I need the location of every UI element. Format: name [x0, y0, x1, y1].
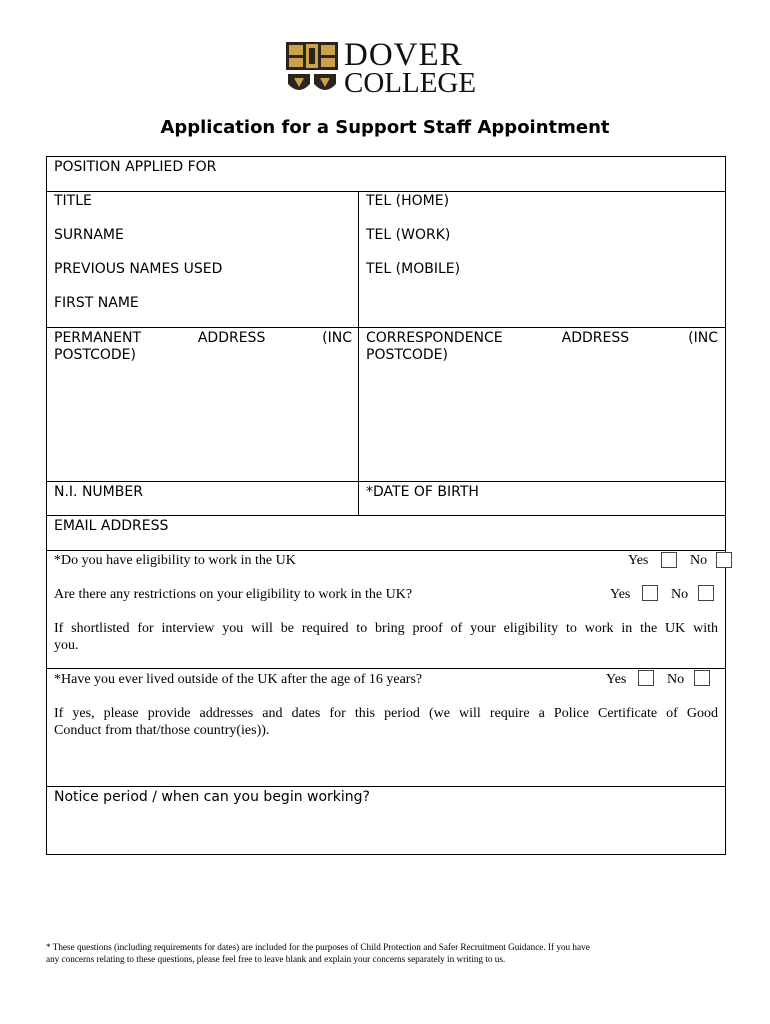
- divider: [47, 327, 725, 328]
- tel-work-label: TEL (WORK): [366, 227, 451, 243]
- divider: [47, 786, 725, 787]
- footnote-line-1: * These questions (including requirements for dates) are included for the purposes of Child Protection and Safer Recruitment Guidance. If you have: [46, 942, 590, 952]
- divider: [47, 191, 725, 192]
- divider: [47, 668, 725, 669]
- lived-outside-no-label: No: [667, 672, 685, 687]
- addresses-instruction: If yes, please provide addresses and dates for this period (we will require a Police Certificate of Good: [54, 706, 718, 721]
- column-divider: [358, 191, 359, 516]
- email-address-label: EMAIL ADDRESS: [54, 518, 169, 534]
- eligibility-yes-checkbox[interactable]: [661, 552, 677, 568]
- crest-icon: [286, 40, 338, 98]
- logo-line-dover: DOVER: [344, 37, 463, 73]
- lived-outside-yes-label: Yes: [606, 672, 627, 687]
- page-title: Application for a Support Staff Appointment: [160, 117, 610, 138]
- restrictions-yes-label: Yes: [610, 587, 631, 602]
- date-of-birth-label: *DATE OF BIRTH: [366, 484, 479, 500]
- lived-outside-yes-checkbox[interactable]: [638, 670, 654, 686]
- position-applied-for-label: POSITION APPLIED FOR: [54, 159, 217, 175]
- permanent-address-label-cont: POSTCODE): [54, 347, 136, 363]
- lived-outside-no-checkbox[interactable]: [694, 670, 710, 686]
- eligibility-question: *Do you have eligibility to work in the UK: [54, 553, 296, 568]
- addresses-instruction-cont: Conduct from that/those country(ies)).: [54, 723, 270, 738]
- title-label: TITLE: [54, 193, 92, 209]
- eligibility-no-label: No: [690, 553, 708, 568]
- notice-period-label: Notice period / when can you begin working?: [54, 789, 370, 805]
- eligibility-no-checkbox[interactable]: [716, 552, 732, 568]
- divider: [47, 515, 725, 516]
- dover-college-logo: [286, 37, 486, 99]
- logo-line-college: COLLEGE: [344, 67, 477, 99]
- restrictions-yes-checkbox[interactable]: [642, 585, 658, 601]
- correspondence-address-label-cont: POSTCODE): [366, 347, 448, 363]
- permanent-address-label: PERMANENT ADDRESS (INC: [54, 330, 352, 346]
- restrictions-no-checkbox[interactable]: [698, 585, 714, 601]
- application-form: [46, 156, 726, 855]
- footnote: [46, 941, 686, 965]
- eligibility-yes-label: Yes: [628, 553, 649, 568]
- proof-notice: If shortlisted for interview you will be required to bring proof of your eligibility to work in the UK with: [54, 621, 718, 636]
- tel-mobile-label: TEL (MOBILE): [366, 261, 461, 277]
- footnote-line-2: any concerns relating to these questions, please feel free to leave blank and explain your concerns separately in writing to us.: [46, 954, 506, 964]
- correspondence-address-label: CORRESPONDENCE ADDRESS (INC: [366, 330, 718, 346]
- ni-number-label: N.I. NUMBER: [54, 484, 143, 500]
- divider: [47, 481, 725, 482]
- logo-wordmark: [344, 37, 477, 99]
- divider: [47, 550, 725, 551]
- tel-home-label: TEL (HOME): [366, 193, 450, 209]
- first-name-label: FIRST NAME: [54, 295, 139, 311]
- lived-outside-question: *Have you ever lived outside of the UK after the age of 16 years?: [54, 672, 423, 687]
- previous-names-label: PREVIOUS NAMES USED: [54, 261, 223, 277]
- restrictions-no-label: No: [671, 587, 689, 602]
- proof-notice-cont: you.: [54, 638, 79, 653]
- surname-label: SURNAME: [54, 227, 124, 243]
- restrictions-question: Are there any restrictions on your eligibility to work in the UK?: [54, 587, 413, 602]
